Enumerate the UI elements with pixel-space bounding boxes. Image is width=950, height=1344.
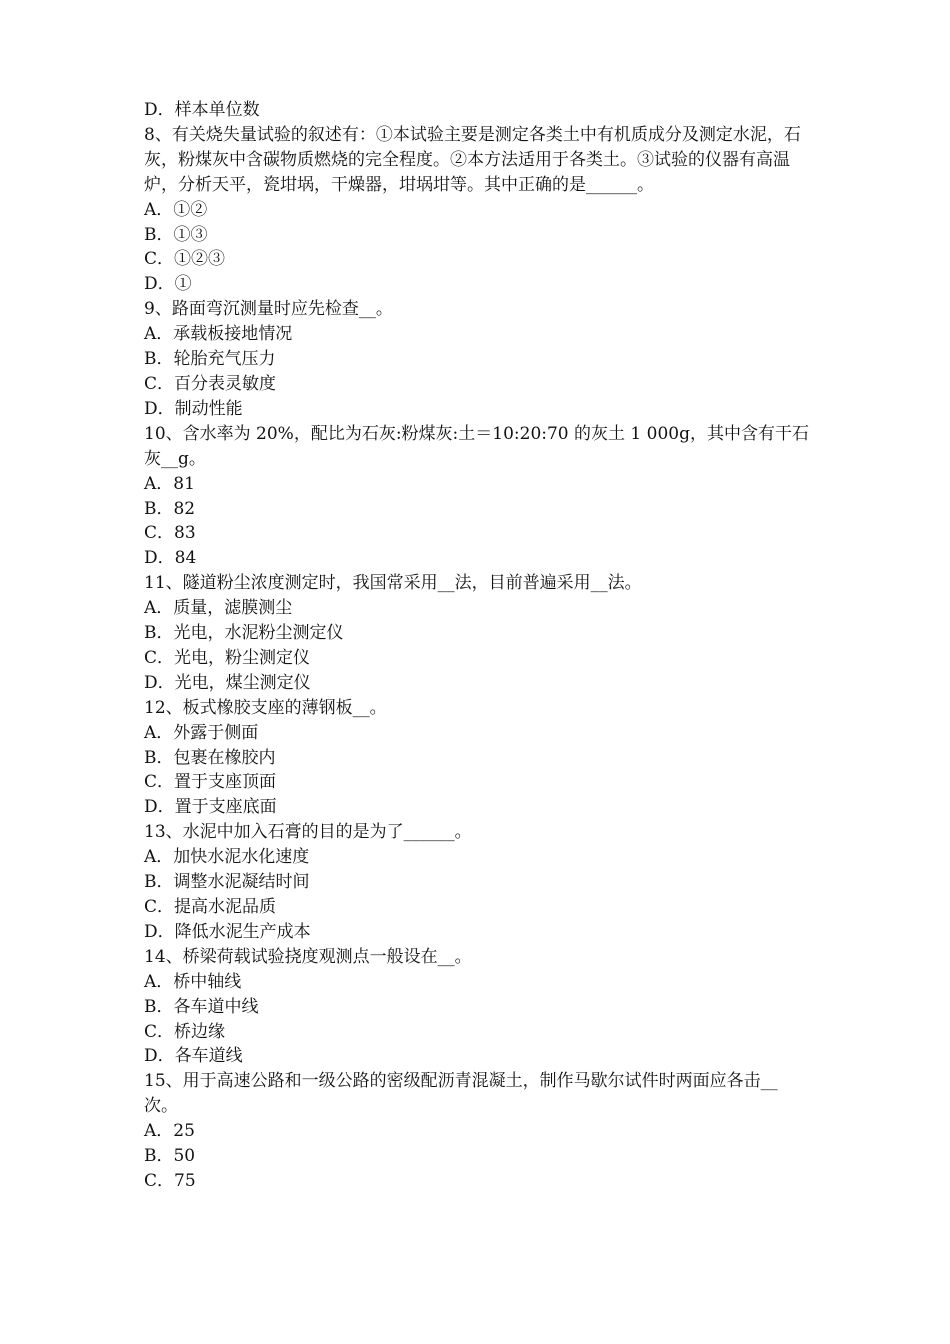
option-line: A．①② <box>144 199 208 220</box>
option-line: D．制动性能 <box>144 398 243 419</box>
option-line: A．加快水泥水化速度 <box>144 847 310 868</box>
option-line: D．光电，煤尘测定仪 <box>144 672 311 693</box>
option-line: B．调整水泥凝结时间 <box>144 872 310 893</box>
option-line: B．包裹在橡胶内 <box>144 747 276 768</box>
option-line: C．提高水泥品质 <box>144 897 277 917</box>
option-line: C．百分表灵敏度 <box>144 373 277 394</box>
option-line: A．承载板接地情况 <box>144 324 293 345</box>
option-line: B．各车道中线 <box>144 996 259 1017</box>
question-line: 10、含水率为 20%，配比为石灰:粉煤灰:土＝10:20:70 的灰土 1 000g，其中含有干石灰__g。 <box>144 423 809 469</box>
option-line: D．降低水泥生产成本 <box>144 921 311 942</box>
option-line: C．75 <box>144 1170 196 1191</box>
question-line: 15、用于高速公路和一级公路的密级配沥青混凝土，制作马歇尔试件时两面应各击__次。 <box>144 1071 778 1117</box>
option-line: A．外露于侧面 <box>144 722 259 743</box>
option-line: C．光电，粉尘测定仪 <box>144 647 311 668</box>
option-line: D．置于支座底面 <box>144 797 277 818</box>
option-line: B．50 <box>144 1146 196 1167</box>
question-line: 9、路面弯沉测量时应先检查__。 <box>144 299 393 320</box>
option-line: B．82 <box>144 498 196 519</box>
option-line: D．样本单位数 <box>144 100 260 120</box>
option-line: B．①③ <box>144 224 208 245</box>
option-line: C．桥边缘 <box>144 1021 226 1042</box>
option-line: A．25 <box>144 1121 195 1142</box>
option-line: A．桥中轴线 <box>144 971 242 992</box>
question-line: 12、板式橡胶支座的薄钢板__。 <box>144 697 387 718</box>
option-line: A．质量，滤膜测尘 <box>144 598 293 619</box>
option-line: C．①②③ <box>144 249 226 270</box>
option-line: D．84 <box>144 548 197 569</box>
option-line: B．光电，水泥粉尘测定仪 <box>144 623 344 644</box>
option-line: B．轮胎充气压力 <box>144 349 276 370</box>
option-line: C．置于支座顶面 <box>144 772 277 793</box>
question-line: 14、桥梁荷载试验挠度观测点一般设在__。 <box>144 946 472 967</box>
option-line: D．① <box>144 274 192 295</box>
option-line: C．83 <box>144 523 196 544</box>
question-line: 11、隧道粉尘浓度测定时，我国常采用__法，目前普遍采用__法。 <box>144 573 642 594</box>
option-line: A．81 <box>144 473 195 494</box>
document-body <box>144 98 810 1194</box>
option-line: D．各车道线 <box>144 1046 243 1067</box>
question-line: 13、水泥中加入石膏的目的是为了______。 <box>144 822 472 843</box>
question-line: 8、有关烧失量试验的叙述有：①本试验主要是测定各类土中有机质成分及测定水泥，石灰，粉煤灰中含碳物质燃烧的完全程度。②本方法适用于各类土。③试验的仪器有高温炉，分析天平，瓷坩埚，干燥器，坩埚坩等。其中正确的是______。 <box>144 124 801 195</box>
